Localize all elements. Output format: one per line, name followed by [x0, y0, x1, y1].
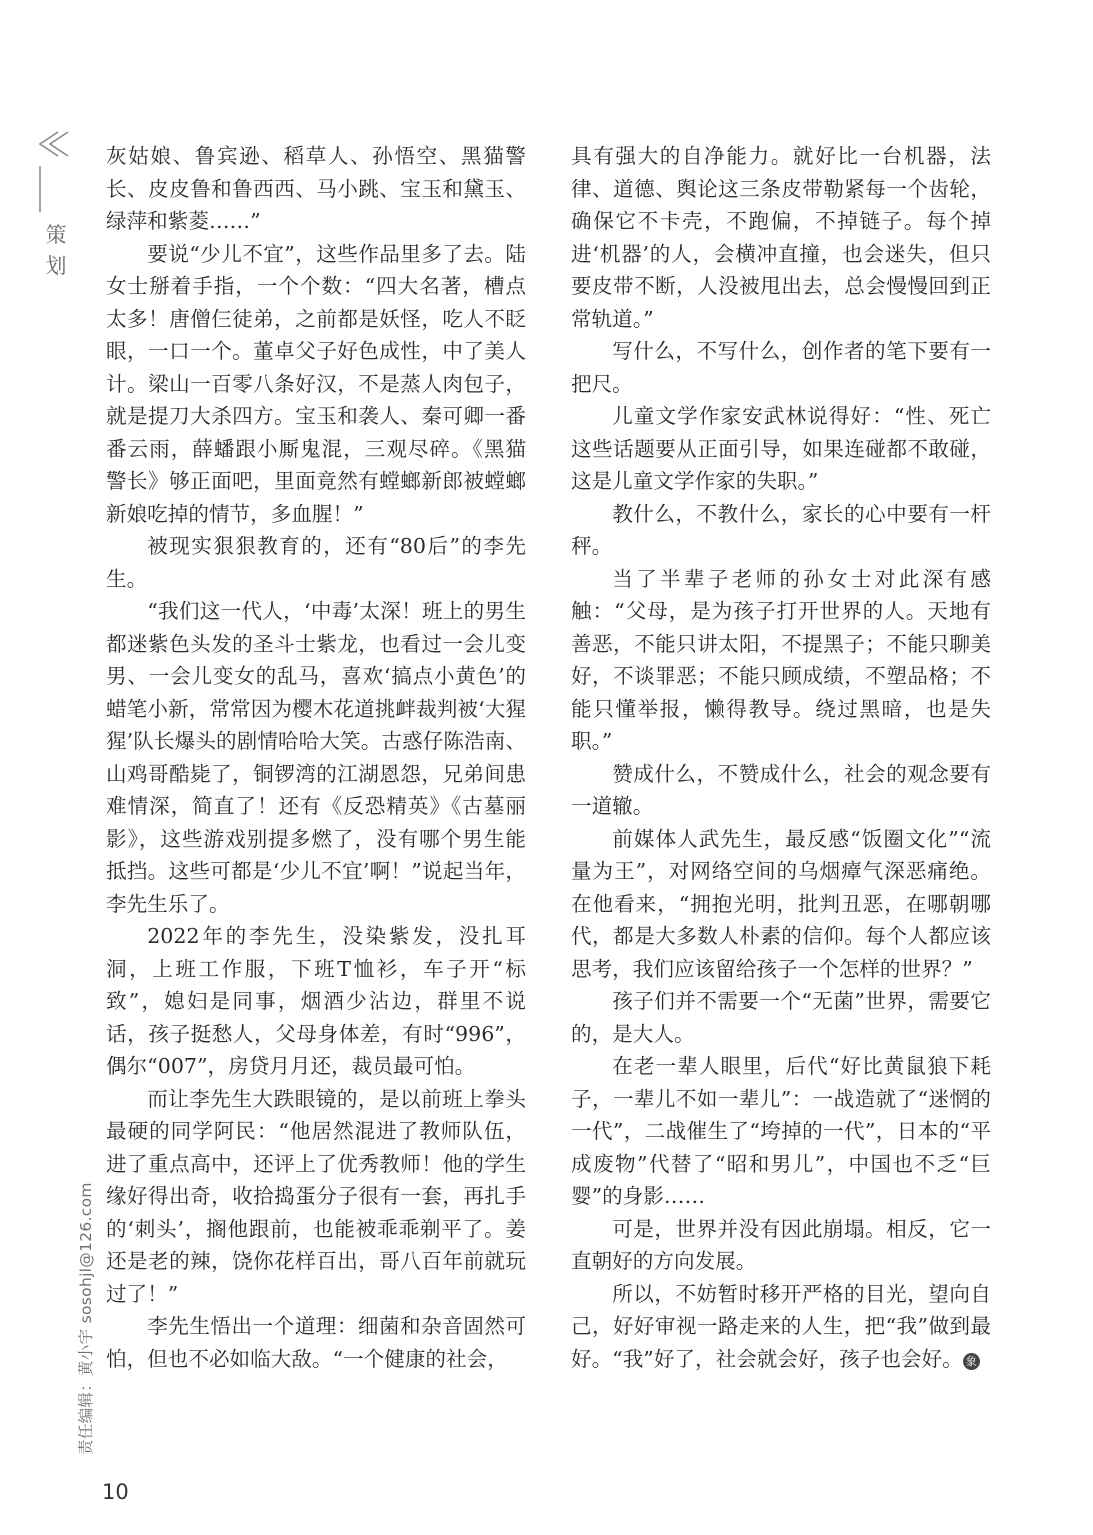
page-number: 10 — [102, 1480, 129, 1504]
paragraph: 具有强大的自净能力。就好比一台机器，法律、道德、舆论这三条皮带勒紧每一个齿轮，确保它不卡壳，不跑偏，不掉链子。每个掉进‘机器’的人，会横冲直撞，也会迷失，但只要皮带不断，人没被甩出去，总会慢慢回到正常轨道。” — [571, 144, 991, 331]
paragraph: 前媒体人武先生，最反感“饭圈文化”“流量为王”，对网络空间的乌烟瘴气深恶痛绝。在他看来，“拥抱光明，批判丑恶，在哪朝哪代，都是大多数人朴素的信仰。每个人都应该思考，我们应该留给孩子一个怎样的世界？” — [571, 826, 991, 981]
section-marker-icon — [34, 128, 74, 218]
left-column — [106, 140, 526, 1375]
section-label-char: 策 — [45, 223, 67, 247]
paragraph: 而让李先生大跌眼镜的，是以前班上拳头最硬的同学阿民：“他居然混进了教师队伍，进了重点高中，还评上了优秀教师！他的学生缘好得出奇，收拾捣蛋分子很有一套，再扎手的‘刺头’，搁他跟前，也能被乖乖剃平了。姜还是老的辣，饶你花样百出，哥八百年前就玩过了！” — [106, 1086, 526, 1306]
right-column — [571, 140, 991, 1375]
paragraph: “我们这一代人，‘中毒’太深！班上的男生都迷紫色头发的圣斗士紫龙，也看过一会儿变男、一会儿变女的乱马，喜欢‘搞点小黄色’的蜡笔小新，常常因为樱木花道挑衅裁判被‘大猩猩’队长爆头的剧情哈哈大笑。古惑仔陈浩南、山鸡哥酷毙了，铜锣湾的江湖恩怨，兄弟间患难情深，简直了！还有《反恐精英》《古墓丽影》，这些游戏别提多燃了，没有哪个男生能抵挡。这些可都是‘少儿不宜’啊！”说起当年，李先生乐了。 — [106, 599, 526, 916]
paragraph: 可是，世界并没有因此崩塌。相反，它一直朝好的方向发展。 — [571, 1216, 991, 1273]
section-label-char: 划 — [45, 254, 67, 278]
editor-credit: 责任编辑：黄小宇 sosohjl@126.com — [77, 1182, 95, 1455]
paragraph: 在老一辈人眼里，后代“好比黄鼠狼下耗子，一辈儿不如一辈儿”：一战造就了“迷惘的一代”，二战催生了“垮掉的一代”，日本的“平成废物”代替了“昭和男儿”，中国也不乏“巨婴”的身影…… — [571, 1054, 991, 1208]
paragraph: 要说“少儿不宜”，这些作品里多了去。陆女士掰着手指，一个个数：“四大名著，槽点太多！唐僧仨徒弟，之前都是妖怪，吃人不眨眼，一口一个。董卓父子好色成性，中了美人计。梁山一百零八条好汉，不是蒸人肉包子，就是提刀大杀四方。宝玉和袭人、秦可卿一番番云雨，薛蟠跟小厮鬼混，三观尽碎。《黑猫警长》够正面吧，里面竟然有螳螂新郎被螳螂新娘吃掉的情节，多血腥！” — [106, 241, 526, 526]
paragraph: 当了半辈子老师的孙女士对此深有感触：“父母，是为孩子打开世界的人。天地有善恶，不能只讲太阳，不提黑子；不能只聊美好，不谈罪恶；不能只顾成绩，不塑品格；不能只懂举报，懒得教导。绕过黑暗，也是失职。” — [571, 566, 991, 753]
paragraph: 孩子们并不需要一个“无菌”世界，需要它的，是大人。 — [571, 989, 991, 1046]
paragraph: 儿童文学作家安武林说得好：“性、死亡这些话题要从正面引导，如果连碰都不敢碰，这是儿童文学作家的失职。” — [571, 404, 991, 493]
paragraph: 李先生悟出一个道理：细菌和杂音固然可怕，但也不必如临大敌。“一个健康的社会， — [106, 1314, 526, 1371]
paragraph: 2022年的李先生，没染紫发，没扎耳洞，上班工作服，下班T恤衫，车子开“标致”，媳妇是同事，烟酒少沾边，群里不说话，孩子挺愁人，父母身体差，有时“996”，偶尔“007”，房贷月月还，裁员最可怕。 — [106, 924, 526, 1078]
last-paragraph — [571, 1278, 991, 1376]
paragraph: 赞成什么，不赞成什么，社会的观念要有一道辙。 — [571, 761, 991, 818]
paragraph-text: 所以，不妨暂时移开严格的目光，望向自己，好好审视一路走来的人生，把“我”做到最好。“我”好了，社会就会好，孩子也会好。 — [571, 1281, 991, 1371]
paragraph: 被现实狠狠教育的，还有“80后”的李先生。 — [106, 534, 526, 591]
paragraph: 灰姑娘、鲁宾逊、稻草人、孙悟空、黑猫警长、皮皮鲁和鲁西西、马小跳、宝玉和黛玉、绿萍和紫菱……” — [106, 144, 526, 233]
end-of-article-icon: 象 — [963, 1353, 980, 1370]
paragraph: 教什么，不教什么，家长的心中要有一杆秤。 — [571, 501, 991, 558]
section-label — [44, 220, 68, 282]
paragraph: 写什么，不写什么，创作者的笔下要有一把尺。 — [571, 339, 991, 396]
